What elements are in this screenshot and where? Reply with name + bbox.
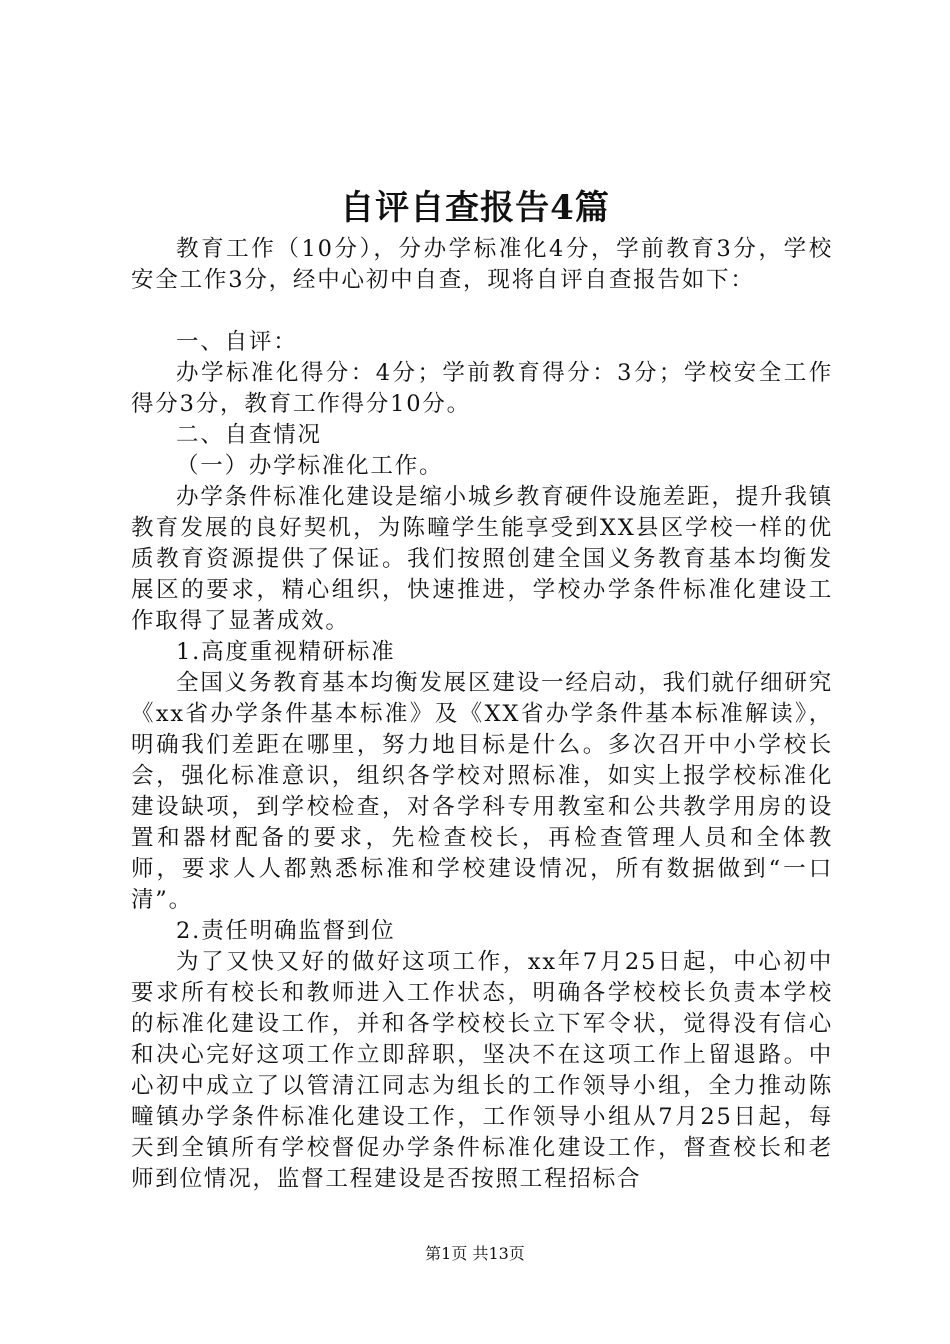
paragraph-spacer bbox=[131, 296, 833, 327]
document-body bbox=[131, 234, 833, 1195]
heading-self-evaluation: 一、自评： bbox=[176, 329, 298, 355]
paragraph-standards-study: 全国义务教育基本均衡发展区建设一经启动，我们就仔细研究《xx省办学条件基本标准》及《XX省办学条件基本标准解读》，明确我们差距在哪里，努力地目标是什么。多次召开中小学校长会，强化标准意识，组织各学校对照标准，如实上报学校标准化建设缺项，到学校检查，对各学科专用教室和公共教学用房的设置和器材配备的要求，先检查校长，再检查管理人员和全体教师，要求人人都熟悉标准和学校建设情况，所有数据做到“一口清”。 bbox=[131, 670, 833, 913]
document-title: 自评自查报告4篇 bbox=[340, 188, 610, 228]
page-footer: 第1页 共13页 bbox=[425, 1244, 525, 1263]
paragraph-responsibility: 为了又快又好的做好这项工作，xx年7月25日起，中心初中要求所有校长和教师进入工作状态，明确各学校校长负责本学校的标准化建设工作，并和各学校校长立下军令状，觉得没有信心和决心完好这项工作立即辞职，坚决不在这项工作上留退路。中心初中成立了以管清江同志为组长的工作领导小组，全力推动陈疃镇办学条件标准化建设工作，工作领导小组从7月25日起，每天到全镇所有学校督促办学条件标准化建设工作，督查校长和老师到位情况，监督工程建设是否按照工程招标合 bbox=[131, 949, 833, 1192]
subheading-1: 1.高度重视精研标准 bbox=[176, 639, 396, 665]
heading-self-inspection: 二、自查情况 bbox=[176, 422, 322, 448]
paragraph-standardization: 办学条件标准化建设是缩小城乡教育硬件设施差距，提升我镇教育发展的良好契机，为陈疃学生能享受到XX县区学校一样的优质教育资源提供了保证。我们按照创建全国义务教育基本均衡发展区的要求，精心组织，快速推进，学校办学条件标准化建设工作取得了显著成效。 bbox=[131, 484, 833, 634]
paragraph-intro: 教育工作（10分），分办学标准化4分，学前教育3分，学校安全工作3分，经中心初中自查，现将自评自查报告如下： bbox=[131, 236, 833, 293]
subheading-2: 2.责任明确监督到位 bbox=[176, 918, 396, 944]
paragraph-scores: 办学标准化得分：4分；学前教育得分：3分；学校安全工作得分3分，教育工作得分10分。 bbox=[131, 360, 833, 417]
subheading-standardization: （一）办学标准化工作。 bbox=[176, 453, 444, 479]
